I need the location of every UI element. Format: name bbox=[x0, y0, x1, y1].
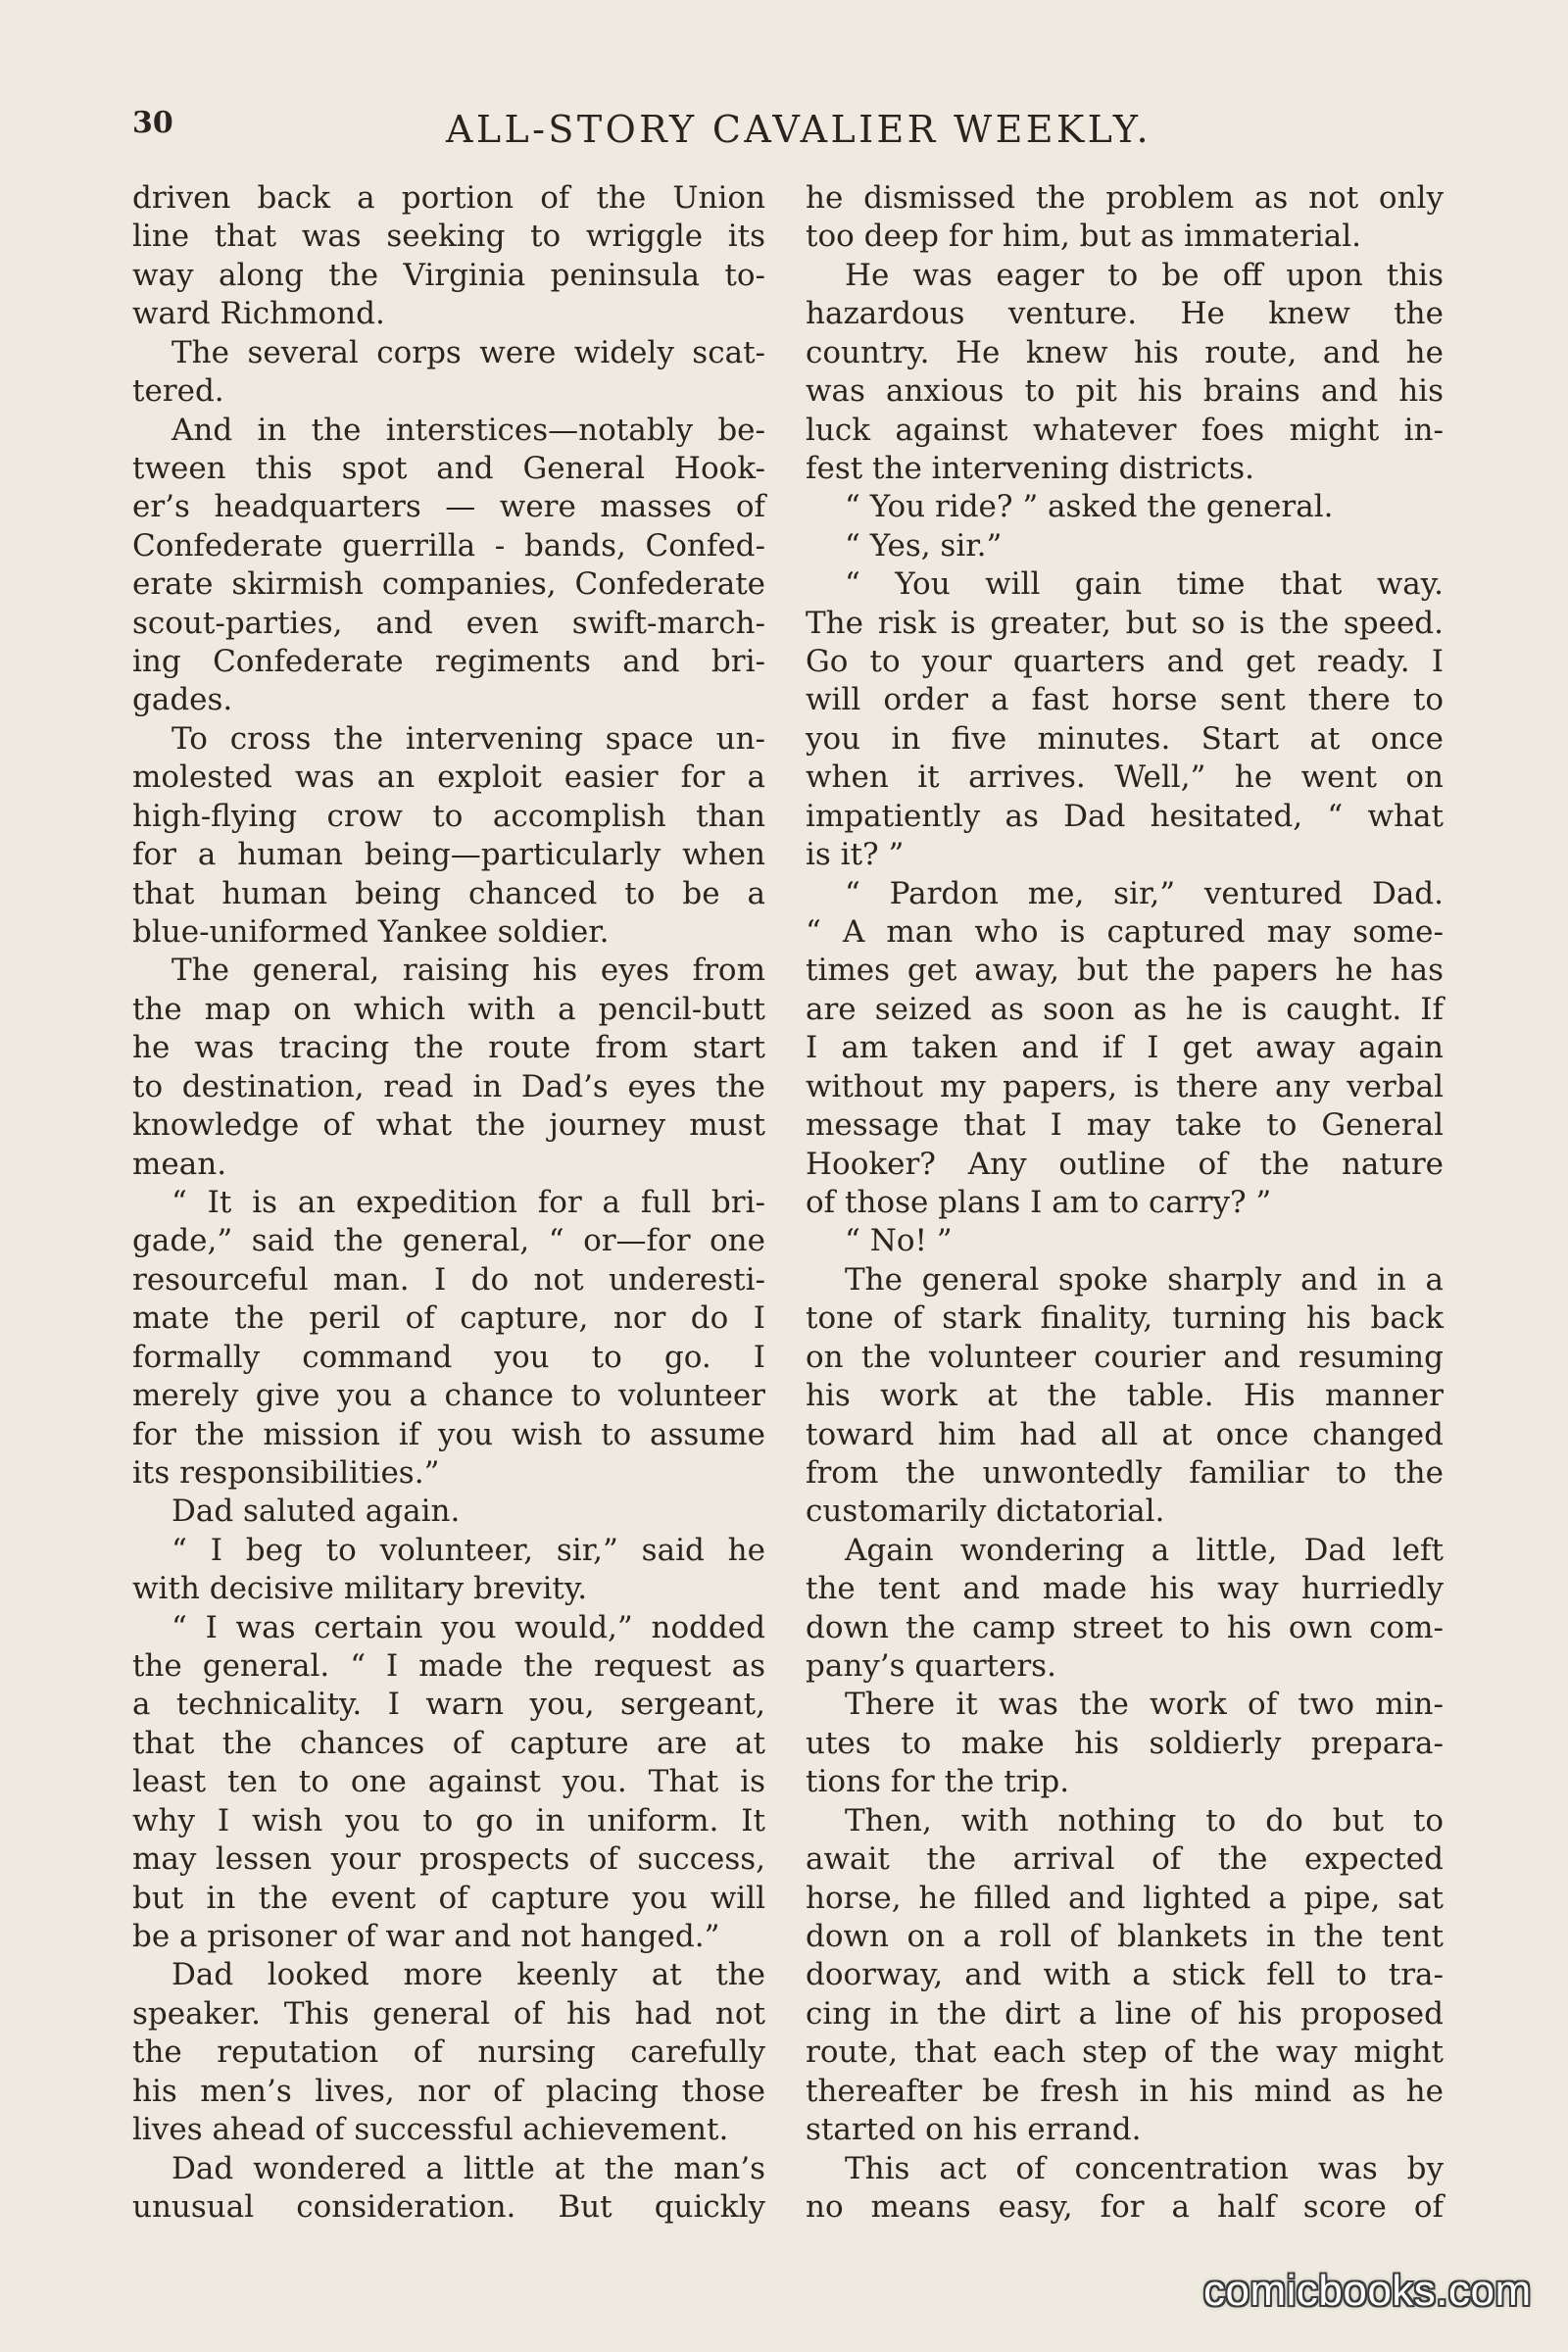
text-line: from the unwontedly familiar to the bbox=[806, 1454, 1444, 1491]
text-line: his work at the table. His manner bbox=[806, 1378, 1444, 1414]
text-line: ward Richmond. bbox=[132, 296, 385, 332]
text-line: the reputation of nursing carefully bbox=[132, 2034, 765, 2071]
text-line: “ Yes, sir.” bbox=[845, 527, 1003, 564]
text-line: tone of stark finality, turning his back bbox=[806, 1300, 1444, 1337]
text-line: thereafter be fresh in his mind as he bbox=[806, 2073, 1444, 2109]
text-line: tions for the trip. bbox=[806, 1764, 1070, 1800]
text-line: Again wondering a little, Dad left bbox=[845, 1532, 1444, 1568]
paragraph bbox=[132, 720, 765, 953]
text-line: “ Pardon me, sir,” ventured Dad. bbox=[845, 875, 1444, 911]
text-line: utes to make his soldierly prepara- bbox=[806, 1725, 1444, 1761]
text-line: Dad wondered a little at the man’s bbox=[172, 2150, 765, 2186]
text-line: formally command you to go. I bbox=[132, 1339, 765, 1375]
text-line: tered. bbox=[132, 373, 224, 410]
paragraph bbox=[806, 875, 1444, 1223]
text-line: “ You ride? ” asked the general. bbox=[845, 489, 1334, 525]
watermark: comicbooks.com bbox=[1203, 2267, 1532, 2315]
text-line: The general, raising his eyes from bbox=[172, 953, 765, 989]
text-line: luck against whatever foes might in- bbox=[806, 412, 1444, 448]
text-line: he was tracing the route from start bbox=[132, 1030, 765, 1066]
text-line: will order a fast horse sent there to bbox=[806, 682, 1444, 718]
text-line: but in the event of capture you will bbox=[132, 1880, 765, 1916]
paragraph bbox=[132, 2150, 765, 2228]
text-line: There it was the work of two min- bbox=[845, 1687, 1444, 1723]
text-line: was anxious to pit his brains and his bbox=[806, 373, 1444, 410]
text-line: The several corps were widely scat- bbox=[172, 334, 765, 370]
text-line: started on his errand. bbox=[806, 2112, 1142, 2148]
text-line: he dismissed the problem as not only bbox=[806, 180, 1444, 216]
text-line: without my papers, is there any verbal bbox=[806, 1068, 1444, 1104]
text-line: the general. “ I made the request as bbox=[132, 1648, 765, 1685]
text-line: down on a roll of blankets in the tent bbox=[806, 1918, 1444, 1954]
text-line: driven back a portion of the Union bbox=[132, 180, 765, 216]
text-line: that the chances of capture are at bbox=[132, 1725, 765, 1761]
text-line: Dad looked more keenly at the bbox=[172, 1957, 765, 1993]
paragraph bbox=[132, 179, 765, 334]
text-line: molested was an exploit easier for a bbox=[132, 760, 765, 796]
paragraph bbox=[132, 952, 765, 1184]
text-line: This act of concentration was by bbox=[845, 2150, 1444, 2186]
text-line: Confederate guerrilla - bands, Confed- bbox=[132, 527, 765, 564]
paragraph bbox=[806, 1261, 1444, 1532]
text-line: high-flying crow to accomplish than bbox=[132, 798, 765, 834]
paragraph bbox=[132, 1532, 765, 1609]
paragraph bbox=[132, 334, 765, 412]
text-line: hazardous venture. He knew the bbox=[806, 296, 1444, 332]
text-line: I am taken and if I get away again bbox=[806, 1030, 1444, 1066]
right-column bbox=[806, 179, 1444, 2227]
text-line: horse, he filled and lighted a pipe, sat bbox=[806, 1880, 1444, 1916]
text-line: why I wish you to go in uniform. It bbox=[132, 1802, 765, 1838]
paragraph bbox=[132, 1609, 765, 1957]
paragraph bbox=[806, 1222, 1444, 1260]
paragraph bbox=[806, 1802, 1444, 2150]
paragraph bbox=[806, 527, 1444, 565]
text-line: may lessen your prospects of success, bbox=[132, 1841, 765, 1878]
text-line: “ A man who is captured may some- bbox=[806, 914, 1444, 951]
text-line: Dad saluted again. bbox=[172, 1494, 461, 1530]
text-line: pany’s quarters. bbox=[806, 1648, 1056, 1685]
text-line: lives ahead of successful achievement. bbox=[132, 2112, 729, 2148]
text-line: merely give you a chance to volunteer bbox=[132, 1378, 765, 1414]
text-line: down the camp street to his own com- bbox=[806, 1609, 1444, 1645]
text-line: tween this spot and General Hook- bbox=[132, 450, 765, 486]
paragraph bbox=[132, 1493, 765, 1531]
text-line: He was eager to be off upon this bbox=[845, 257, 1444, 293]
text-line: toward him had all at once changed bbox=[806, 1416, 1444, 1452]
text-line: with decisive military brevity. bbox=[132, 1571, 588, 1607]
page-number: 30 bbox=[132, 106, 173, 140]
paragraph bbox=[132, 1956, 765, 2149]
text-line: when it arrives. Well,” he went on bbox=[806, 760, 1444, 796]
running-head: ALL-STORY CAVALIER WEEKLY. bbox=[446, 108, 1152, 151]
text-line: Go to your quarters and get ready. I bbox=[806, 644, 1444, 680]
text-line: message that I may take to General bbox=[806, 1107, 1444, 1144]
text-line: for the mission if you wish to assume bbox=[132, 1416, 765, 1452]
text-line: route, that each step of the way might bbox=[806, 2034, 1444, 2071]
paragraph bbox=[806, 1686, 1444, 1801]
text-line: “ I beg to volunteer, sir,” said he bbox=[172, 1532, 765, 1568]
text-line: you in five minutes. Start at once bbox=[806, 720, 1444, 757]
text-line: too deep for him, but as immaterial. bbox=[806, 219, 1362, 255]
text-line: await the arrival of the expected bbox=[806, 1841, 1444, 1878]
paragraph bbox=[806, 488, 1444, 526]
text-line: a technicality. I warn you, sergeant, bbox=[132, 1687, 765, 1723]
text-line: fest the intervening districts. bbox=[806, 450, 1255, 486]
paragraph bbox=[806, 179, 1444, 257]
text-line: scout-parties, and even swift-march- bbox=[132, 605, 765, 641]
paragraph bbox=[806, 1532, 1444, 1687]
text-line: no means easy, for a half score of bbox=[806, 2188, 1444, 2225]
text-line: The risk is greater, but so is the speed. bbox=[806, 605, 1444, 641]
text-line: its responsibilities.” bbox=[132, 1454, 440, 1491]
text-line: gade,” said the general, “ or—for one bbox=[132, 1223, 765, 1259]
paragraph bbox=[132, 1184, 765, 1493]
text-line: ing Confederate regiments and bri- bbox=[132, 644, 765, 680]
text-line: resourceful man. I do not underesti- bbox=[132, 1261, 765, 1298]
text-line: cing in the dirt a line of his proposed bbox=[806, 1995, 1444, 2032]
text-line: the map on which with a pencil-butt bbox=[132, 991, 765, 1027]
paragraph bbox=[806, 565, 1444, 874]
paragraph bbox=[806, 2150, 1444, 2228]
text-line: of those plans I am to carry? ” bbox=[806, 1184, 1272, 1220]
text-line: country. He knew his route, and he bbox=[806, 334, 1444, 370]
text-line: his men’s lives, nor of placing those bbox=[132, 2073, 765, 2109]
text-line: mean. bbox=[132, 1146, 227, 1182]
text-line: unusual consideration. But quickly bbox=[132, 2188, 765, 2225]
text-line: Then, with nothing to do but to bbox=[845, 1802, 1444, 1838]
text-line: Hooker? Any outline of the nature bbox=[806, 1146, 1444, 1182]
text-line: are seized as soon as he is caught. If bbox=[806, 991, 1444, 1027]
text-line: knowledge of what the journey must bbox=[132, 1107, 765, 1144]
text-line: doorway, and with a stick fell to tra- bbox=[806, 1957, 1444, 1993]
text-line: be a prisoner of war and not hanged.” bbox=[132, 1918, 720, 1954]
text-line: customarily dictatorial. bbox=[806, 1494, 1165, 1530]
text-line: And in the interstices—notably be- bbox=[172, 412, 765, 448]
text-line: least ten to one against you. That is bbox=[132, 1764, 765, 1800]
text-line: the tent and made his way hurriedly bbox=[806, 1571, 1444, 1607]
text-line: “ You will gain time that way. bbox=[845, 566, 1444, 603]
text-line: “ I was certain you would,” nodded bbox=[172, 1609, 765, 1645]
text-line: that human being chanced to be a bbox=[132, 875, 765, 911]
text-line: to destination, read in Dad’s eyes the bbox=[132, 1068, 765, 1104]
text-line: impatiently as Dad hesitated, “ what bbox=[806, 798, 1444, 834]
text-line: on the volunteer courier and resuming bbox=[806, 1339, 1444, 1375]
text-line: To cross the intervening space un- bbox=[172, 720, 765, 757]
text-line: speaker. This general of his had not bbox=[132, 1995, 765, 2032]
text-line: erate skirmish companies, Confederate bbox=[132, 566, 765, 603]
text-line: mate the peril of capture, nor do I bbox=[132, 1300, 765, 1337]
text-line: The general spoke sharply and in a bbox=[845, 1261, 1444, 1298]
text-line: way along the Virginia peninsula to- bbox=[132, 257, 765, 293]
text-line: for a human being—particularly when bbox=[132, 837, 765, 873]
text-line: “ No! ” bbox=[845, 1223, 953, 1259]
text-line: “ It is an expedition for a full bri- bbox=[172, 1184, 765, 1220]
paragraph bbox=[806, 257, 1444, 489]
paragraph bbox=[132, 412, 765, 720]
text-line: er’s headquarters — were masses of bbox=[132, 489, 765, 525]
left-column bbox=[132, 179, 765, 2227]
text-line: line that was seeking to wriggle its bbox=[132, 219, 765, 255]
text-line: gades. bbox=[132, 682, 233, 718]
text-line: blue-uniformed Yankee soldier. bbox=[132, 914, 610, 951]
text-line: times get away, but the papers he has bbox=[806, 953, 1444, 989]
text-line: is it? ” bbox=[806, 837, 905, 873]
